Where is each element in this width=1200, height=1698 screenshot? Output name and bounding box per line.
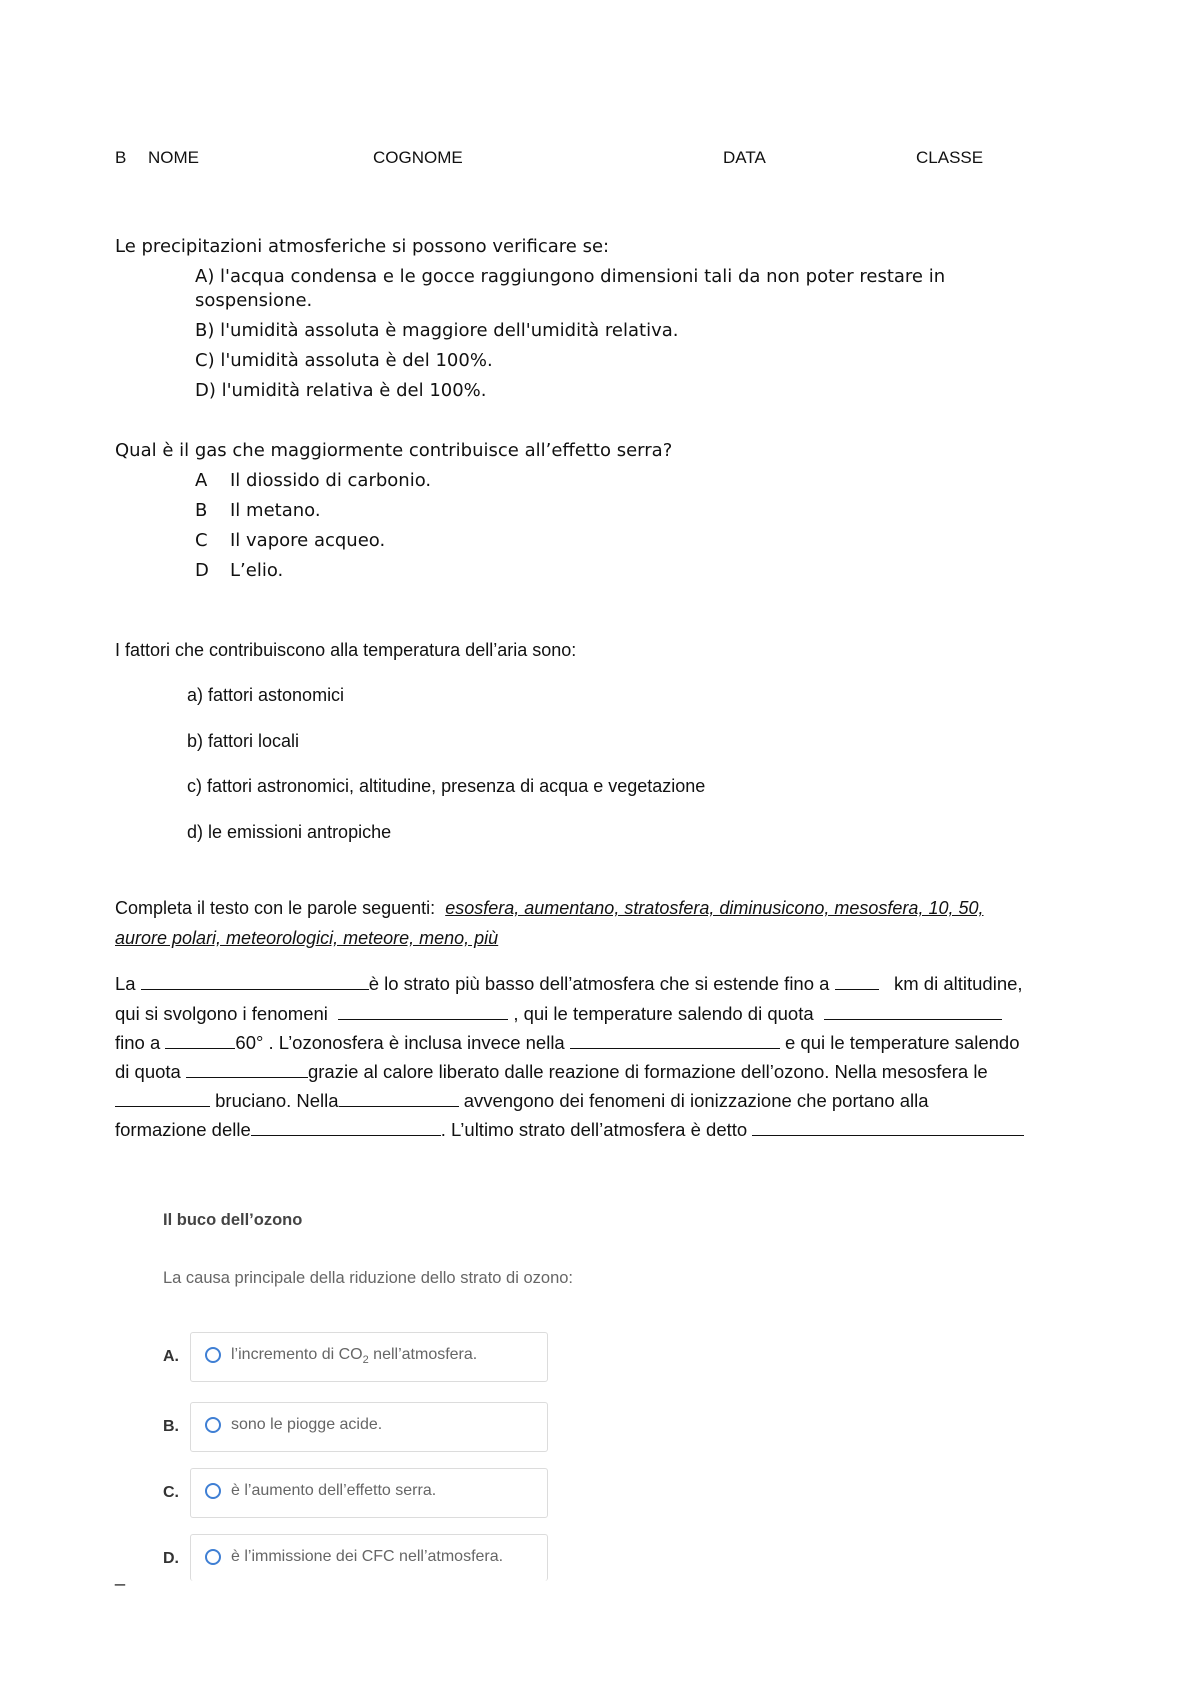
q5-choice-d[interactable]	[190, 1534, 548, 1581]
q5-letter-d: D.	[163, 1550, 179, 1567]
q4-word-list-2: aurore polari, meteorologici, meteore, meno, più	[115, 928, 499, 948]
q4-instruction-line1	[115, 898, 984, 919]
q4-text-9: di quota	[115, 1061, 181, 1082]
q4-fill-line-3	[115, 1032, 1019, 1054]
q5-choice-b[interactable]	[190, 1402, 548, 1452]
q5-choice-c[interactable]	[190, 1468, 548, 1518]
q1-question: Le precipitazioni atmosferiche si possono verificare se:	[115, 236, 610, 257]
q5-choice-a-text-main: l’incremento di CO	[231, 1346, 363, 1363]
blank-6[interactable]	[570, 1034, 780, 1049]
q4-text-11: bruciano. Nella	[215, 1090, 339, 1111]
footer-mark: _	[115, 1566, 126, 1586]
q1-option-a: A) l'acqua condensa e le gocce raggiungono dimensioni tali da non poter restare in	[195, 266, 946, 287]
q4-text-2: è lo strato più basso dell’atmosfera che si estende fino a	[368, 973, 830, 994]
q5-title: Il buco dell’ozono	[163, 1211, 303, 1229]
q1-option-d: D) l'umidità relativa è del 100%.	[195, 380, 487, 401]
q4-text-4: qui si svolgono i fenomeni	[115, 1003, 328, 1024]
q4-fill-line-5	[115, 1090, 929, 1112]
q3-option-d: d) le emissioni antropiche	[187, 822, 392, 842]
classe-label: CLASSE	[916, 148, 984, 167]
q2-letter-b: B	[195, 500, 208, 521]
blank-4[interactable]	[824, 1005, 1002, 1020]
nome-label: NOME	[148, 148, 199, 167]
q5-choice-c-text: è l’aumento dell’effetto serra.	[231, 1482, 437, 1499]
q2-letter-c: C	[195, 530, 208, 551]
q4-text-8: e qui le temperature salendo	[785, 1032, 1020, 1053]
blank-9[interactable]	[339, 1092, 459, 1107]
q4-instruction: Completa il testo con le parole seguenti:	[115, 898, 436, 918]
q5-question: La causa principale della riduzione dello strato di ozono:	[163, 1269, 574, 1287]
q1-option-a-cont: sospensione.	[195, 290, 313, 311]
q4-fill-line-6	[115, 1119, 1024, 1141]
q5-letter-b: B.	[163, 1418, 179, 1435]
q4-text-3: km di altitudine,	[894, 973, 1023, 994]
q5-letter-a: A.	[163, 1348, 179, 1365]
q2-option-b: Il metano.	[230, 500, 321, 521]
q4-fill-line-1	[115, 973, 1023, 995]
q4-text-13: formazione delle	[115, 1119, 251, 1140]
q1-option-b: B) l'umidità assoluta è maggiore dell'umidità relativa.	[195, 320, 679, 341]
blank-7[interactable]	[186, 1063, 308, 1078]
q4-text-5: , qui le temperature salendo di quota	[513, 1003, 814, 1024]
q2-letter-a: A	[195, 470, 208, 491]
radio-icon[interactable]	[205, 1549, 221, 1565]
q3-option-b: b) fattori locali	[187, 731, 300, 751]
blank-11[interactable]	[752, 1121, 1024, 1136]
blank-5[interactable]	[165, 1034, 235, 1049]
q2-question: Qual è il gas che maggiormente contribuisce all’effetto serra?	[115, 440, 673, 461]
q4-word-list-1: esosfera, aumentano, stratosfera, diminusicono, mesosfera, 10, 50,	[445, 898, 984, 918]
q5-choice-a-text	[231, 1346, 477, 1366]
version-label: B	[115, 148, 127, 167]
q4-text-12: avvengono dei fenomeni di ionizzazione che portano alla	[463, 1090, 929, 1111]
radio-icon[interactable]	[205, 1347, 221, 1363]
q5-letter-c: C.	[163, 1484, 179, 1501]
q5-choice-a[interactable]	[190, 1332, 548, 1382]
q5-choice-a-subscript: 2	[362, 1354, 369, 1367]
q2-option-c: Il vapore acqueo.	[230, 530, 386, 551]
blank-2[interactable]	[835, 975, 879, 990]
blank-8[interactable]	[115, 1092, 210, 1107]
q4-text-14: . L’ultimo strato dell’atmosfera è detto	[440, 1119, 748, 1140]
radio-icon[interactable]	[205, 1483, 221, 1499]
q3-option-a: a) fattori astonomici	[187, 685, 345, 705]
blank-1[interactable]	[141, 975, 369, 990]
q4-text-1: La	[115, 973, 136, 994]
q5-choice-a-text-end: nell’atmosfera.	[368, 1346, 478, 1363]
blank-3[interactable]	[338, 1005, 508, 1020]
q1-option-c: C) l'umidità assoluta è del 100%.	[195, 350, 493, 371]
q5-choice-d-text: è l’immissione dei CFC nell’atmosfera.	[231, 1548, 504, 1565]
q2-option-a: Il diossido di carbonio.	[230, 470, 432, 491]
q4-text-10: grazie al calore liberato dalle reazione di formazione dell’ozono. Nella mesosfera le	[307, 1061, 988, 1082]
q2-option-d: L’elio.	[230, 560, 284, 581]
q3-option-c: c) fattori astronomici, altitudine, presenza di acqua e vegetazione	[187, 776, 706, 796]
q5-choice-b-text: sono le piogge acide.	[231, 1416, 383, 1433]
q4-text-6: fino a	[115, 1032, 161, 1053]
q3-question: I fattori che contribuiscono alla temperatura dell’aria sono:	[115, 640, 577, 660]
q4-fill-line-4	[115, 1061, 988, 1083]
q4-fill-line-2	[115, 1003, 1002, 1025]
radio-icon[interactable]	[205, 1417, 221, 1433]
q4-text-7: 60° . L’ozonosfera è inclusa invece nella	[235, 1032, 565, 1053]
cognome-label: COGNOME	[373, 148, 463, 167]
q2-letter-d: D	[195, 560, 209, 581]
blank-10[interactable]	[251, 1121, 441, 1136]
data-label: DATA	[723, 148, 766, 167]
